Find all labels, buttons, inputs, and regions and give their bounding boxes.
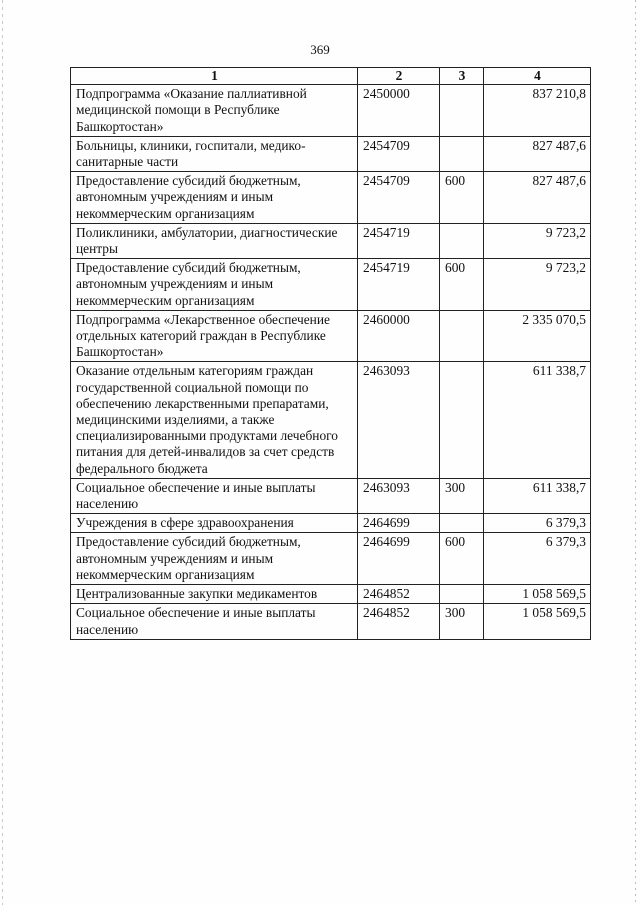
row-name: Социальное обеспечение и иные выплаты населению	[71, 604, 358, 639]
row-amount: 6 379,3	[484, 514, 591, 533]
table-row	[71, 478, 591, 513]
row-name: Подпрограмма «Лекарственное обеспечение отдельных категорий граждан в Республике Башкортостан»	[71, 310, 358, 362]
row-type: 600	[440, 172, 484, 224]
row-code: 2464699	[358, 514, 440, 533]
row-type: 600	[440, 259, 484, 311]
row-type	[440, 85, 484, 137]
row-amount: 1 058 569,5	[484, 604, 591, 639]
scan-edge-left	[2, 0, 3, 905]
row-name: Учреждения в сфере здравоохранения	[71, 514, 358, 533]
budget-table	[70, 67, 591, 640]
table-row	[71, 136, 591, 171]
row-code: 2464852	[358, 585, 440, 604]
table-row	[71, 172, 591, 224]
row-code: 2454709	[358, 136, 440, 171]
row-amount: 837 210,8	[484, 85, 591, 137]
table-header-row	[71, 68, 591, 85]
row-amount: 611 338,7	[484, 362, 591, 478]
row-name: Подпрограмма «Оказание паллиативной медицинской помощи в Республике Башкортостан»	[71, 85, 358, 137]
row-amount: 827 487,6	[484, 136, 591, 171]
row-code: 2450000	[358, 85, 440, 137]
row-amount: 2 335 070,5	[484, 310, 591, 362]
row-type: 300	[440, 604, 484, 639]
row-name: Оказание отдельным категориям граждан государственной социальной помощи по обеспечению лекарственными препаратами, медицинскими изделиями, а также специализированными продуктами лечебного питания для детей-инвалидов за счет средств федерального бюджета	[71, 362, 358, 478]
row-code: 2463093	[358, 362, 440, 478]
row-amount: 9 723,2	[484, 223, 591, 258]
table-row	[71, 223, 591, 258]
row-type	[440, 585, 484, 604]
row-code: 2464699	[358, 533, 440, 585]
row-amount: 6 379,3	[484, 533, 591, 585]
row-type	[440, 514, 484, 533]
header-col-4: 4	[484, 68, 591, 85]
header-col-3: 3	[440, 68, 484, 85]
page-number: 369	[310, 42, 330, 57]
row-amount: 9 723,2	[484, 259, 591, 311]
table-row	[71, 362, 591, 478]
row-code: 2454719	[358, 259, 440, 311]
row-amount: 1 058 569,5	[484, 585, 591, 604]
table-row	[71, 604, 591, 639]
row-type	[440, 310, 484, 362]
row-code: 2454709	[358, 172, 440, 224]
row-name: Социальное обеспечение и иные выплаты населению	[71, 478, 358, 513]
table-row	[71, 514, 591, 533]
table-row	[71, 533, 591, 585]
row-name: Предоставление субсидий бюджетным, автономным учреждениям и иным некоммерческим организациям	[71, 172, 358, 224]
row-amount: 827 487,6	[484, 172, 591, 224]
row-name: Предоставление субсидий бюджетным, автономным учреждениям и иным некоммерческим организациям	[71, 533, 358, 585]
row-amount: 611 338,7	[484, 478, 591, 513]
row-type	[440, 362, 484, 478]
row-code: 2454719	[358, 223, 440, 258]
row-code: 2460000	[358, 310, 440, 362]
row-name: Централизованные закупки медикаментов	[71, 585, 358, 604]
table-row	[71, 310, 591, 362]
row-name: Поликлиники, амбулатории, диагностические центры	[71, 223, 358, 258]
row-type: 600	[440, 533, 484, 585]
table-row	[71, 585, 591, 604]
row-name: Больницы, клиники, госпитали, медико-санитарные части	[71, 136, 358, 171]
scan-edge-right	[635, 0, 636, 905]
table-row	[71, 259, 591, 311]
table-row	[71, 85, 591, 137]
row-type	[440, 136, 484, 171]
row-code: 2463093	[358, 478, 440, 513]
row-type: 300	[440, 478, 484, 513]
row-code: 2464852	[358, 604, 440, 639]
header-col-2: 2	[358, 68, 440, 85]
header-col-1: 1	[71, 68, 358, 85]
row-name: Предоставление субсидий бюджетным, автономным учреждениям и иным некоммерческим организациям	[71, 259, 358, 311]
row-type	[440, 223, 484, 258]
